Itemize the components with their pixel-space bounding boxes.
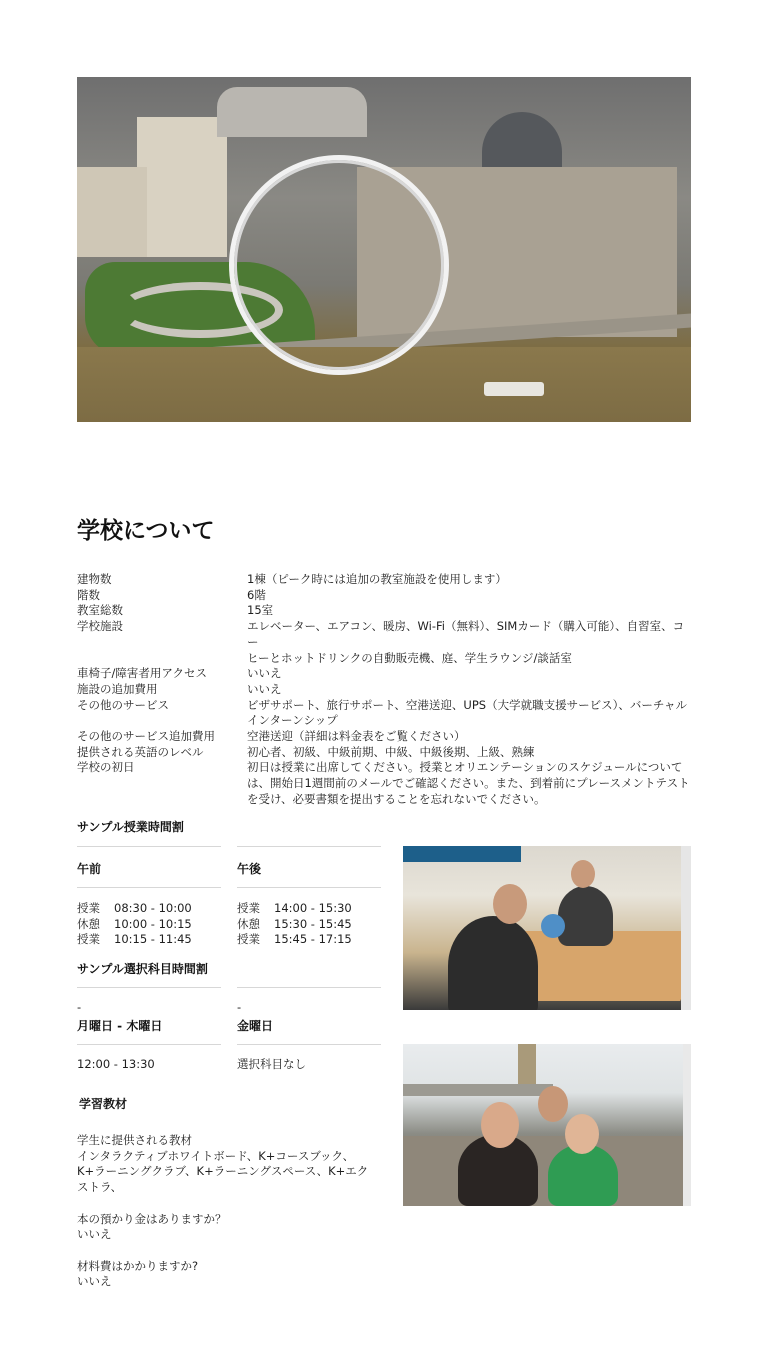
timetable-row: [77, 932, 221, 948]
photo-station-roof: [217, 87, 367, 137]
info-row: [77, 588, 691, 604]
electives-col2-header: 金曜日: [237, 1019, 274, 1033]
photo-face: [571, 860, 595, 888]
photo-ferris-wheel: [229, 155, 449, 375]
materials-provided-line: ストラ、: [77, 1180, 123, 1195]
info-label: 建物数: [77, 572, 112, 586]
timetable-row-type: 授業: [77, 932, 100, 947]
materials-provided-line: インタラクティブホワイトボード、K+コースブック、: [77, 1148, 355, 1163]
divider: [77, 846, 221, 847]
info-value-line: インターンシップ: [247, 713, 338, 728]
info-label: 車椅子/障害者用アクセス: [77, 666, 208, 681]
electives-title: サンプル選択科目時間割: [77, 962, 208, 976]
timetable-title: サンプル授業時間割: [77, 820, 184, 834]
info-value-line: 初心者、初級、中級前期、中級、中級後期、上級、熟練: [247, 744, 535, 759]
materials-provided-line: K+ラーニングクラブ、K+ラーニングスペース、K+エク: [77, 1164, 369, 1179]
info-value: [247, 698, 691, 729]
info-value-line: ビザサポート、旅行サポート、空港送迎、UPS（大学就職支援サービス）、バーチャル: [247, 697, 687, 712]
timetable-row: [237, 901, 381, 917]
info-row: [77, 619, 691, 666]
timetable-row-time: 10:15 - 11:45: [114, 932, 192, 947]
spacer: [77, 1243, 377, 1259]
timetable-pm-rows: [237, 901, 381, 948]
timetable-row: [77, 901, 221, 917]
photo-students-selfie: [403, 1044, 691, 1206]
photo-boat: [484, 382, 544, 396]
info-value-line: を受け、必要書類を提出することを忘れないでください。: [247, 791, 546, 806]
info-value-line: ヒーとホットドリンクの自動販売機、庭、学生ラウンジ/談話室: [247, 650, 572, 665]
info-value-line: 6階: [247, 587, 266, 602]
timetable-row-type: 授業: [77, 901, 100, 915]
info-value-line: いいえ: [247, 681, 282, 696]
timetable-row-type: 休憩: [77, 916, 100, 931]
info-label: その他のサービス: [77, 697, 169, 712]
timetable-row: [237, 932, 381, 948]
info-value: [247, 760, 691, 807]
info-value: [247, 682, 691, 698]
divider: [237, 1044, 381, 1045]
info-value-line: 1棟（ピーク時には追加の教室施設を使用します）: [247, 572, 507, 586]
timetable-pm-header: 午後: [237, 862, 262, 876]
photo-classroom: [403, 846, 691, 1010]
info-row: [77, 698, 691, 729]
divider: [237, 887, 381, 888]
divider: [77, 1044, 221, 1045]
photo-face: [565, 1114, 599, 1154]
info-row: [77, 760, 691, 807]
photo-edge: [683, 1044, 691, 1206]
info-value: [247, 572, 691, 588]
timetable-am-rows: [77, 901, 221, 948]
timetable-row-time: 15:45 - 17:15: [274, 932, 352, 947]
hero-photo-london-eye: [77, 77, 691, 422]
timetable-row-type: 授業: [237, 901, 260, 915]
info-row: [77, 603, 691, 619]
materials-title: 学習教材: [79, 1097, 128, 1111]
info-value-line: エレベーター、エアコン、暖房、Wi-Fi（無料）、SIMカード（購入可能）、自習室、コー: [247, 619, 685, 649]
materials-provided-label: 学生に提供される教材: [77, 1133, 192, 1147]
spacer: [77, 1196, 377, 1212]
info-label: その他のサービス追加費用: [77, 729, 215, 744]
photo-building: [482, 112, 562, 167]
electives-col2-dash: -: [237, 1000, 242, 1014]
divider: [77, 987, 221, 988]
info-value-line: 15室: [247, 603, 274, 618]
fee-answer: いいえ: [77, 1274, 112, 1289]
info-value-line: 初日は授業に出席してください。授業とオリエンテーションのスケジュールについて: [247, 760, 683, 775]
photo-screen: [403, 846, 521, 862]
fee-question: 材料費はかかりますか?: [77, 1258, 199, 1273]
electives-col1-value: 12:00 - 13:30: [77, 1057, 155, 1071]
info-value: [247, 588, 691, 604]
timetable-row-time: 14:00 - 15:30: [274, 901, 352, 915]
deposit-answer: いいえ: [77, 1227, 112, 1242]
info-label: 階数: [77, 587, 100, 602]
divider: [237, 987, 381, 988]
timetable-row-time: 08:30 - 10:00: [114, 901, 192, 915]
photo-big-ben: [518, 1044, 536, 1089]
info-label: 学校施設: [77, 619, 123, 634]
timetable-row-time: 15:30 - 15:45: [274, 916, 352, 931]
electives-col2-value: 選択科目なし: [237, 1057, 306, 1071]
info-row: [77, 666, 691, 682]
electives-col1-dash: -: [77, 1000, 82, 1014]
info-value-line: 空港送迎（詳細は料金表をご覧ください）: [247, 729, 466, 744]
photo-student: [448, 916, 538, 1010]
deposit-question: 本の預かり金はありますか？: [77, 1211, 227, 1226]
info-row: [77, 745, 691, 761]
info-value-line: いいえ: [247, 666, 282, 681]
info-row: [77, 572, 691, 588]
info-value: [247, 619, 691, 666]
photo-building: [137, 117, 227, 257]
info-label: 教室総数: [77, 603, 123, 618]
photo-wall: [403, 1136, 691, 1206]
materials-block: [77, 1133, 377, 1290]
timetable-row-time: 10:00 - 10:15: [114, 916, 192, 931]
timetable-row-type: 休憩: [237, 916, 260, 931]
electives-col1-header: 月曜日 - 木曜日: [77, 1019, 163, 1033]
info-value-line: は、開始日1週間前のメールでご確認ください。また、到着前にプレースメントテスト: [247, 776, 690, 791]
photo-face: [538, 1086, 568, 1122]
info-label: 提供される英語のレベル: [77, 744, 204, 759]
photo-globe: [541, 914, 565, 938]
photo-edge: [681, 846, 691, 1010]
timetable-row: [77, 917, 221, 933]
info-value: [247, 745, 691, 761]
timetable-am-header: 午前: [77, 862, 102, 876]
photo-teacher: [558, 886, 613, 946]
photo-face: [493, 884, 527, 924]
timetable-row-type: 授業: [237, 932, 260, 947]
info-value: [247, 729, 691, 745]
divider: [237, 846, 381, 847]
info-value: [247, 666, 691, 682]
info-row: [77, 682, 691, 698]
photo-bridge: [403, 1084, 553, 1096]
divider: [77, 887, 221, 888]
info-label: 施設の追加費用: [77, 681, 158, 696]
info-row: [77, 729, 691, 745]
photo-face: [481, 1102, 519, 1148]
info-value: [247, 603, 691, 619]
info-label: 学校の初日: [77, 760, 135, 775]
school-info-table: [77, 572, 691, 808]
photo-building: [77, 167, 147, 257]
timetable-row: [237, 917, 381, 933]
page-title: 学校について: [77, 518, 215, 544]
